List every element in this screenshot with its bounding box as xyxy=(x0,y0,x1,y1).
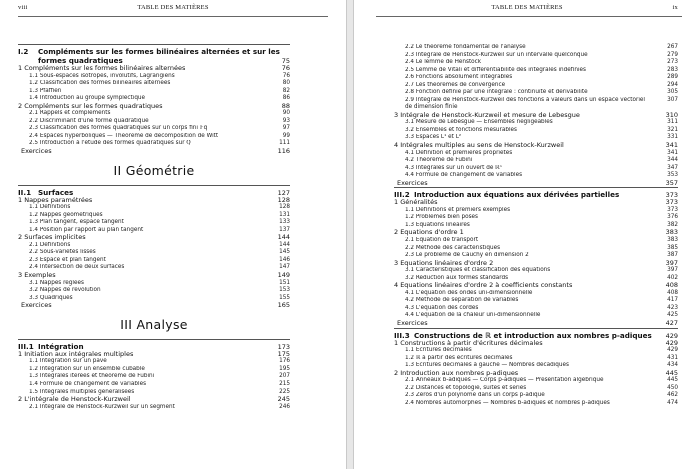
chapter-heading xyxy=(394,190,678,199)
toc-entry-title: Exercices xyxy=(21,302,52,310)
toc-section xyxy=(18,197,290,205)
toc-section xyxy=(394,340,678,348)
toc-entry-page: 145 xyxy=(279,249,290,256)
chapter-rule xyxy=(18,185,290,186)
toc-entry-title: 1.2 Nappes géométriques xyxy=(29,211,103,218)
toc-subsection xyxy=(394,290,678,298)
toc-entry-page: 128 xyxy=(279,204,290,211)
toc-entry-page: 311 xyxy=(667,119,678,126)
toc-entry-title: 2.3 Espace et plan tangent xyxy=(29,256,106,263)
toc-entry-title: 4.3 Intégrales sur un ouvert de ℝⁿ xyxy=(405,164,502,171)
toc-entry-page: 462 xyxy=(667,392,678,399)
chapter-number: III.1 xyxy=(18,341,34,351)
toc-entry-page: 207 xyxy=(279,373,290,380)
toc-entry-page: 347 xyxy=(667,164,678,171)
toc-subsection xyxy=(394,237,678,245)
chapter-page: 429 xyxy=(665,331,678,340)
toc-entry-title: 2.4 Le lemme de Henstock xyxy=(405,59,482,66)
chapter-number: II.1 xyxy=(18,187,32,197)
toc-entry-page: 445 xyxy=(665,368,678,377)
toc-entry-page: 144 xyxy=(277,233,290,242)
toc-entry-page: 215 xyxy=(279,380,290,387)
toc-entry-page: 397 xyxy=(667,267,678,274)
toc-entry-page: 144 xyxy=(279,241,290,248)
toc-subsection xyxy=(18,373,290,381)
toc-entry-title: 1.1 Sous-espaces isotropes, involutifs, Lagrangiens xyxy=(29,72,175,79)
toc-subsection xyxy=(18,80,290,88)
toc-subsection xyxy=(18,366,290,374)
toc-subsection xyxy=(394,355,678,363)
toc-entry-page: 76 xyxy=(281,64,290,72)
toc-section xyxy=(394,112,678,120)
chapter-heading xyxy=(18,188,290,197)
toc-entry-title: 1 Initiation aux intégrales multiples xyxy=(18,350,134,358)
toc-entry-page: 344 xyxy=(667,157,678,164)
toc-subsection xyxy=(394,157,678,165)
toc-section xyxy=(394,229,678,237)
left-header-rule xyxy=(18,16,328,17)
toc-subsection xyxy=(18,118,290,126)
toc-subsection xyxy=(394,150,678,158)
toc-subsection xyxy=(394,74,678,82)
toc-entry-page: 147 xyxy=(279,264,290,271)
toc-entry-page: 279 xyxy=(667,51,678,58)
toc-entry-title: 4 Intégrales multiples au sens de Henstock-Kurzweil xyxy=(394,141,564,149)
toc-section xyxy=(18,103,290,111)
toc-entry-page: 402 xyxy=(667,274,678,281)
toc-entry-page: 408 xyxy=(665,281,678,290)
toc-entry-page: 93 xyxy=(282,117,290,124)
toc-entry-title: Exercices xyxy=(397,179,428,187)
toc-subsection xyxy=(394,127,678,135)
toc-subsection xyxy=(394,377,678,385)
toc-subsection xyxy=(394,207,678,215)
toc-entry-page: 137 xyxy=(279,226,290,233)
chapter-page: 127 xyxy=(277,188,290,197)
toc-entry-title: 2.2 Distances et topologie, suites et séries xyxy=(405,384,527,391)
toc-entry-page: 146 xyxy=(279,256,290,263)
toc-entry-title: 3.1 Caractéristiques et classification des équations xyxy=(405,267,551,274)
toc-section xyxy=(18,396,290,404)
toc-entry-title: 3.2 Réduction aux formes standards xyxy=(405,274,509,281)
toc-entry-page: 80 xyxy=(282,80,290,87)
toc-subsection xyxy=(18,204,290,212)
right-running-header: TABLE DES MATIÈRES xyxy=(491,4,563,11)
toc-entry-title: 2.1 Rappels et compléments xyxy=(29,110,111,117)
toc-entry-page: 373 xyxy=(665,198,678,207)
toc-subsection xyxy=(394,245,678,253)
toc-subsection xyxy=(394,275,678,283)
toc-entry-page: 429 xyxy=(665,338,678,347)
toc-entry-title: 4.2 Méthode de séparation de variables xyxy=(405,297,519,304)
toc-subsection xyxy=(394,165,678,173)
toc-entry-title: 2 Surfaces implicites xyxy=(18,234,86,242)
toc-entry-title: 2.1 Équation de transport xyxy=(405,236,479,243)
toc-entry-page: 195 xyxy=(279,365,290,372)
toc-entry-title: 2.2 Le théorème fondamental de l'analyse xyxy=(405,44,526,50)
toc-subsection xyxy=(394,44,678,52)
chapter-title: Surfaces xyxy=(38,187,74,197)
toc-entry-page: 305 xyxy=(667,89,678,96)
toc-entry-title: 2.1 Intégrale de Henstock-Kurzweil sur un segment xyxy=(29,403,175,410)
toc-entry-title: 1 Constructions à partir d'écritures décimales xyxy=(394,339,543,347)
toc-exercises xyxy=(394,180,678,188)
toc-entry-title: 3.3 Espaces L¹ et L² xyxy=(405,134,462,141)
toc-entry-title: 2.2 Méthode des caractéristiques xyxy=(405,244,501,251)
toc-subsection xyxy=(394,267,678,275)
toc-entry-title: 1.4 Introduction au groupe symplectique xyxy=(29,95,146,102)
toc-entry-page: 88 xyxy=(281,101,290,110)
toc-subsection xyxy=(18,358,290,366)
toc-entry-page: 97 xyxy=(282,125,290,132)
toc-subsection xyxy=(394,392,678,400)
toc-subsection xyxy=(394,89,678,97)
toc-entry-page: 376 xyxy=(667,214,678,221)
toc-entry-title: 1.1 Définitions et premiers exemples xyxy=(405,206,511,213)
toc-exercises xyxy=(394,320,678,328)
toc-subsection xyxy=(394,362,678,370)
toc-entry-title: 1.3 Écritures décimales à gauche — Nombres décadiques xyxy=(405,362,569,369)
toc-entry-page: 385 xyxy=(667,244,678,251)
toc-entry-page: 383 xyxy=(667,236,678,243)
toc-section xyxy=(394,370,678,378)
toc-subsection xyxy=(394,82,678,90)
toc-subsection xyxy=(18,242,290,250)
toc-entry-title: 2.1 Anneaux b-adiques — Corps p-adiques — Présentation algébrique xyxy=(405,377,604,384)
toc-entry-title: 2.4 Espaces hyperboliques — Théorème de décomposition de Witt xyxy=(29,132,219,139)
toc-entry-title: Exercices xyxy=(21,148,52,156)
left-page-number: viii xyxy=(18,4,28,11)
toc-entry-page: 175 xyxy=(277,349,290,358)
chapter-heading xyxy=(18,47,290,65)
chapter-number: III.3 xyxy=(394,330,410,340)
toc-entry-page: 431 xyxy=(667,354,678,361)
toc-subsection xyxy=(18,257,290,265)
toc-entry-title: 1.3 Équations linéaires xyxy=(405,221,470,228)
part-heading: II Géométrie xyxy=(113,162,195,178)
chapter-rule xyxy=(18,339,290,340)
toc-subsection xyxy=(18,295,290,303)
toc-entry-title: 2 Équations d'ordre 1 xyxy=(394,229,464,237)
toc-subsection xyxy=(394,67,678,75)
toc-entry-page: 423 xyxy=(667,304,678,311)
toc-subsection xyxy=(18,133,290,141)
toc-subsection xyxy=(18,287,290,295)
chapter-heading xyxy=(394,331,678,340)
toc-entry-title: 3 Exemples xyxy=(18,272,56,280)
chapter-page: 373 xyxy=(665,191,678,200)
toc-entry-title: 1.2 ℝ à partir des écritures décimales xyxy=(405,354,513,361)
left-running-header: TABLE DES MATIÈRES xyxy=(137,4,209,11)
toc-entry-page: 273 xyxy=(667,59,678,66)
left-toc xyxy=(18,44,290,411)
toc-entry-title: 3.1 Nappes réglées xyxy=(29,279,84,286)
left-page xyxy=(0,0,346,469)
toc-section xyxy=(394,199,678,207)
toc-entry-title: 3.3 Quadriques xyxy=(29,294,73,301)
toc-subsection xyxy=(394,297,678,305)
toc-entry-page: 82 xyxy=(282,87,290,94)
toc-entry-page: 341 xyxy=(667,149,678,156)
toc-entry-title: 1.2 Intégration sur un ensemble cubable xyxy=(29,365,145,372)
toc-entry-page: 474 xyxy=(667,399,678,406)
toc-entry-title: 2.6 Fonctions absolument intégrables xyxy=(405,74,513,81)
toc-entry-page: 128 xyxy=(277,195,290,204)
toc-entry-page: 289 xyxy=(667,74,678,81)
toc-subsection xyxy=(394,252,678,260)
toc-entry-page: 133 xyxy=(279,219,290,226)
toc-subsection xyxy=(394,97,678,112)
toc-entry-page: 111 xyxy=(279,140,290,147)
toc-entry-title: 4.2 Théorème de Fubini xyxy=(405,157,473,164)
toc-entry-title: 2 Introduction aux nombres p-adiques xyxy=(394,369,519,377)
toc-subsection xyxy=(394,305,678,313)
toc-section xyxy=(18,351,290,359)
toc-entry-title: 3.1 Mesure de Lebesgue — Ensembles négligeables xyxy=(405,119,553,126)
toc-entry-title: 4.1 L'équation des ondes uni-dimensionnelle xyxy=(405,289,533,296)
toc-entry-page: 382 xyxy=(667,221,678,228)
toc-subsection xyxy=(18,249,290,257)
toc-entry-page: 445 xyxy=(667,377,678,384)
toc-entry-title: 2 Compléments sur les formes quadratiques xyxy=(18,102,163,110)
toc-subsection xyxy=(394,52,678,60)
toc-subsection xyxy=(18,404,290,412)
toc-exercises xyxy=(18,302,290,310)
toc-subsection xyxy=(18,95,290,103)
toc-subsection xyxy=(18,381,290,389)
toc-entry-page: 116 xyxy=(277,147,290,156)
toc-entry-title: 1.2 Problèmes bien posés xyxy=(405,214,478,221)
toc-entry-title: 1.4 Formule de changement de variables xyxy=(29,380,147,387)
toc-entry-title: 3 Équations linéaires d'ordre 2 xyxy=(394,259,494,267)
toc-entry-page: 417 xyxy=(667,297,678,304)
toc-entry-title: 3.2 Ensembles et fonctions mesurables xyxy=(405,126,518,133)
toc-entry-page: 246 xyxy=(279,403,290,410)
toc-section xyxy=(18,272,290,280)
toc-subsection xyxy=(394,400,678,408)
toc-entry-title: 3.2 Nappes de révolution xyxy=(29,287,101,294)
toc-subsection xyxy=(18,219,290,227)
toc-subsection xyxy=(18,110,290,118)
toc-subsection xyxy=(18,264,290,272)
chapter-heading xyxy=(18,342,290,351)
toc-entry-page: 90 xyxy=(282,110,290,117)
chapter-title: Introduction aux équations aux dérivées partielles xyxy=(414,190,620,200)
toc-entry-title: 2.5 Lemme de Vitali et différentiabilité des intégrales indéfinies xyxy=(405,66,587,73)
toc-entry-page: 434 xyxy=(667,362,678,369)
toc-entry-title: 1.3 Intégrales itérées et théorème de Fubini xyxy=(29,373,155,380)
toc-subsection xyxy=(394,119,678,127)
toc-entry-title: 1.2 Classification des formes bilinéaires alternées xyxy=(29,80,171,87)
toc-subsection xyxy=(18,125,290,133)
toc-entry-page: 151 xyxy=(279,279,290,286)
toc-entry-title: 2.4 Intersection de deux surfaces xyxy=(29,264,125,271)
toc-entry-title: 1.3 Plan tangent, espace tangent xyxy=(29,219,124,226)
toc-entry-title: 1.1 Définitions xyxy=(29,204,71,211)
toc-entry-page: 294 xyxy=(667,81,678,88)
toc-entry-title: 2.3 Classification des formes quadratiques sur un corps fini 𝔽q xyxy=(29,125,208,132)
toc-section xyxy=(394,260,678,268)
toc-entry-page: 86 xyxy=(282,95,290,102)
part-heading: III Analyse xyxy=(120,316,188,332)
toc-entry-page: 425 xyxy=(667,312,678,319)
chapter-title: Intégration xyxy=(38,341,84,351)
toc-entry-title: 2 L'intégrale de Henstock-Kurzweil xyxy=(18,396,131,404)
toc-entry-title: 2.3 Zéros d'un polynôme dans un corps p-adique xyxy=(405,392,545,399)
toc-entry-page: 383 xyxy=(665,228,678,237)
chapter-rule xyxy=(394,187,678,188)
toc-section xyxy=(394,282,678,290)
toc-entry-title: 4.4 L'équation de la chaleur uni-dimensionnelle xyxy=(405,312,541,319)
toc-subsection xyxy=(18,88,290,96)
toc-subsection xyxy=(18,389,290,397)
toc-entry-title: 2.3 Le problème de Cauchy en dimension 2 xyxy=(405,252,529,259)
toc-entry-page: 149 xyxy=(277,271,290,280)
toc-entry-page: 155 xyxy=(279,294,290,301)
toc-entry-title: 4.1 Définition et premières propriétés xyxy=(405,149,513,156)
toc-entry-title: 2.5 Introduction à l'étude des formes quadratiques sur ℚ xyxy=(29,140,191,147)
toc-subsection xyxy=(18,212,290,220)
toc-entry-page: 267 xyxy=(667,44,678,50)
right-toc xyxy=(394,44,678,407)
toc-entry-title: 1.1 Écritures décimales xyxy=(405,347,472,354)
toc-subsection xyxy=(394,222,678,230)
toc-exercises xyxy=(18,148,290,156)
toc-subsection xyxy=(18,227,290,235)
toc-entry-title: 4.4 Formule de changement de variables xyxy=(405,172,523,179)
toc-subsection xyxy=(394,312,678,320)
right-page xyxy=(354,0,700,469)
toc-subsection xyxy=(18,280,290,288)
chapter-rule xyxy=(18,44,290,45)
toc-entry-page: 357 xyxy=(665,178,678,187)
toc-section xyxy=(394,142,678,150)
right-page-number: ix xyxy=(672,4,678,11)
right-header-rule xyxy=(376,16,682,17)
toc-entry-page: 341 xyxy=(665,140,678,149)
toc-entry-page: 331 xyxy=(667,134,678,141)
toc-entry-page: 353 xyxy=(667,172,678,179)
toc-entry-page: 450 xyxy=(667,384,678,391)
toc-entry-page: 225 xyxy=(279,388,290,395)
toc-entry-page: 283 xyxy=(667,66,678,73)
toc-entry-title: 2.4 Nombres automorphes — Nombres b-adiques et nombres p-adiques xyxy=(405,399,610,406)
toc-entry-title: 1.4 Position par rapport au plan tangent xyxy=(29,226,144,233)
toc-entry-title: Exercices xyxy=(397,320,428,327)
toc-entry-title: 4 Équations linéaires d'ordre 2 à coefficients constants xyxy=(394,282,573,290)
toc-entry-title: 2.7 Les théorèmes de convergence xyxy=(405,81,506,88)
toc-entry-title: 2.9 Intégrale de Henstock-Kurzweil des fonctions à valeurs dans un espace vectoriel de dimension finie xyxy=(405,96,645,111)
toc-entry-title: 1 Généralités xyxy=(394,199,438,207)
chapter-title: Constructions de ℝ et introduction aux nombres p-adiques xyxy=(414,330,652,340)
toc-entry-page: 408 xyxy=(667,289,678,296)
toc-entry-page: 153 xyxy=(279,287,290,294)
toc-subsection xyxy=(394,385,678,393)
toc-entry-page: 165 xyxy=(277,301,290,310)
toc-subsection xyxy=(394,214,678,222)
toc-entry-page: 307 xyxy=(667,96,678,103)
toc-entry-page: 131 xyxy=(279,211,290,218)
toc-subsection xyxy=(394,134,678,142)
toc-entry-title: 2.8 Fonction définie par une intégrale : continuité et dérivabilité xyxy=(405,89,588,96)
toc-section xyxy=(18,234,290,242)
toc-entry-page: 387 xyxy=(667,252,678,259)
toc-entry-title: 1.1 Intégration sur un pavé xyxy=(29,358,107,365)
chapter-number: III.2 xyxy=(394,190,410,200)
toc-entry-page: 176 xyxy=(279,358,290,365)
chapter-page: 173 xyxy=(277,342,290,351)
toc-entry-title: 4.3 L'équation des cordes xyxy=(405,304,479,311)
toc-subsection xyxy=(18,73,290,81)
toc-subsection xyxy=(18,140,290,148)
chapter-number: I.2 xyxy=(18,47,29,56)
toc-entry-page: 310 xyxy=(665,110,678,119)
toc-entry-title: 1.3 Pfaffien xyxy=(29,87,62,94)
toc-entry-page: 429 xyxy=(667,347,678,354)
toc-entry-title: 1 Nappes paramétrées xyxy=(18,196,93,204)
toc-entry-page: 397 xyxy=(665,258,678,267)
toc-entry-page: 99 xyxy=(282,132,290,139)
toc-entry-title: 2.3 Intégrale de Henstock-Kurzweil sur un intervalle quelconque xyxy=(405,51,588,58)
toc-subsection xyxy=(394,59,678,67)
toc-entry-title: 1 Compléments sur les formes bilinéaires alternées xyxy=(18,65,186,72)
toc-entry-title: 3 Intégrale de Henstock-Kurzweil et mesure de Lebesgue xyxy=(394,111,580,119)
toc-entry-page: 427 xyxy=(665,319,678,327)
toc-subsection xyxy=(394,172,678,180)
toc-entry-page: 245 xyxy=(277,395,290,404)
toc-entry-page: 373 xyxy=(667,206,678,213)
toc-entry-title: 2.1 Définitions xyxy=(29,241,71,248)
chapter-rule xyxy=(394,328,678,329)
toc-entry-title: 1.5 Intégrales multiples généralisées xyxy=(29,388,135,395)
chapter-page: 75 xyxy=(281,57,290,65)
toc-section xyxy=(18,65,290,73)
toc-subsection xyxy=(394,347,678,355)
chapter-title: Compléments sur les formes bilinéaires alternées et sur les formes quadratiques xyxy=(38,47,280,65)
toc-entry-title: 2.2 Sous-variétés lisses xyxy=(29,249,96,256)
page-gutter xyxy=(346,0,354,469)
toc-entry-page: 321 xyxy=(667,126,678,133)
toc-entry-page: 76 xyxy=(282,72,290,79)
toc-entry-title: 2.2 Discriminant d'une forme quadratique xyxy=(29,117,149,124)
